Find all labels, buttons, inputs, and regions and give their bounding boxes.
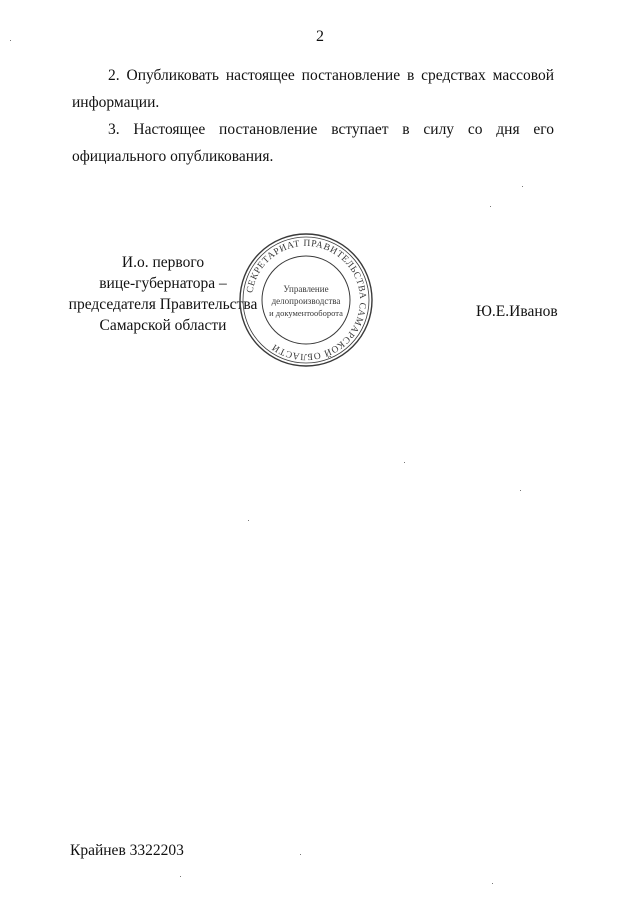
scan-speck: [248, 520, 249, 521]
scan-speck: [300, 854, 301, 855]
scan-speck: [10, 40, 11, 41]
scan-speck: [522, 186, 523, 187]
official-seal-stamp: [238, 232, 374, 368]
scan-speck: [520, 490, 521, 491]
signatory-title: [58, 252, 268, 336]
seal-center-line: делопроизводства: [271, 296, 341, 306]
scan-speck: [490, 206, 491, 207]
paragraph-publication: [72, 62, 554, 116]
paragraph-line: 3. Настоящее постановление вступает в силу со дня его: [108, 121, 554, 138]
scan-speck: [492, 883, 493, 884]
signatory-title-line: И.о. первого: [121, 254, 205, 271]
page-number: 2: [316, 28, 324, 45]
paragraph-line: 2. Опубликовать настоящее постановление в средствах массовой: [108, 67, 554, 84]
seal-center-line: и документооборота: [269, 308, 343, 318]
signatory-name: Ю.Е.Иванов: [476, 303, 558, 320]
seal-center-line: Управление: [283, 284, 329, 294]
executor-code: Крайнев 3322203: [70, 842, 184, 859]
seal-ring-text-path: СЕКРЕТАРИАТ ПРАВИТЕЛЬСТВА САМАРСКОЙ ОБЛАСТИ: [245, 238, 368, 362]
signatory-title-line: председателя Правительства: [68, 296, 258, 313]
paragraph-effective-date: [72, 116, 554, 170]
scan-speck: [404, 462, 405, 463]
paragraph-line: официального опубликования.: [72, 148, 274, 165]
signatory-title-line: вице-губернатора –: [99, 275, 227, 292]
signatory-title-line: Самарской области: [99, 317, 227, 334]
scan-speck: [180, 876, 181, 877]
paragraph-line: информации.: [72, 94, 160, 111]
